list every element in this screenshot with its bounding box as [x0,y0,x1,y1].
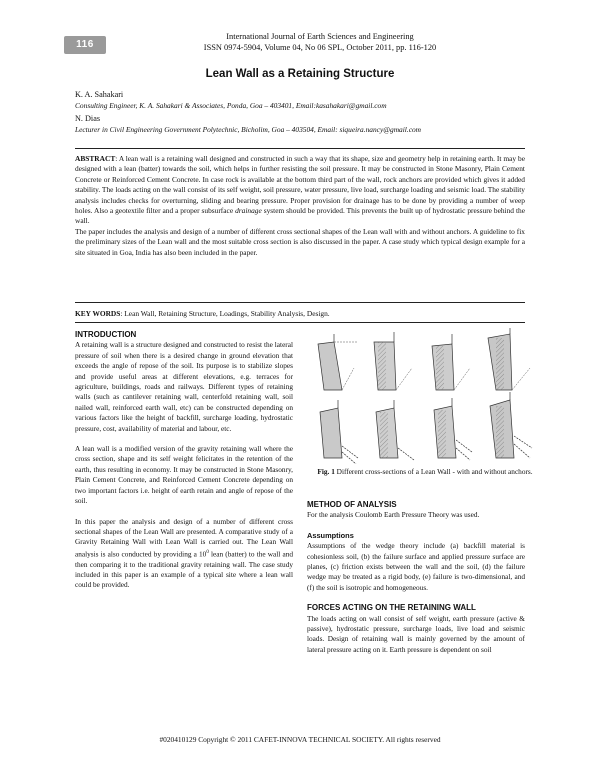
keywords-bottom-rule [75,322,525,323]
abstract-italic: drainage [235,206,262,216]
abstract-text-1: : A lean wall is a retaining wall designed and constructed in such a way that its shape, size and geometry help in retaining earth. It may be designed with a lean (batter) towards the soil, which helps in further resisting the soil pressure. It may be constructed in Stone Masonry, Plain Cement Concrete or Reinforced Cement Concrete. In case rock is available at the bottom third part of the wall, rock anchors are provided which gives it added stability. The loads acting on the wall consist of its self weight, soil pressure, water pressure, live load, surcharge loading and seismic load. The stability analysis includes checks for overturning, sliding and bearing pressure. Proper provision for drainage has to be done by providing a number of weep holes. Also a geotextile filter and a proper subsurface [75,154,525,216]
page-number-badge: 116 [64,36,106,54]
paper-title: Lean Wall as a Retaining Structure [205,68,395,80]
cross-section-1 [318,334,358,390]
assumptions-paragraph: Assumptions of the wedge theory include (a) backfill material is cohesionless soil, (b) the failure surface and applied pressure surface are planes, (c) friction exists between the wall and the soil, (d) the failure wedge may be treated as a rigid body, (e) failure is two-dimensional, and (f) the soil is isotropic and homogeneous. [307,541,525,592]
figure-1-cross-sections [312,328,537,464]
intro-paragraph-2: A lean wall is a modified version of the gravity retaining wall where the cross section, shape and its self weight felicitates in the retention of the earth, thus resulting in economy. It may be constructed in Stone Masonry, Plain Cement Concrete, and Reinforced Cement Concrete depending on two important factors i.e. height of earth retain and angle of repose of the soil. [75,444,293,506]
journal-name: International Journal of Earth Sciences and Engineering [226,32,414,41]
cross-section-4 [488,328,530,390]
intro-paragraph-3-b: lean (batter) to the wall and then comparing it to the traditional gravity retaining wall. The case study included in this paper is an example of a typical site where a lean wall could be provided. [75,549,293,590]
cross-section-5 [320,400,358,464]
abstract-text-1-end: system should be provided. This prevents the built up of hydrostatic pressure behind the wall. [75,206,525,226]
cross-section-8 [490,392,532,458]
assumptions-heading: Assumptions [307,530,354,540]
cross-section-6 [376,400,414,460]
keywords-label: KEY WORDS [75,309,121,318]
method-paragraph: For the analysis Coulomb Earth Pressure Theory was used. [307,510,480,520]
keywords-top-rule [75,302,525,303]
forces-heading: FORCES ACTING ON THE RETAINING WALL [307,603,476,613]
abstract-label: ABSTRACT [75,154,116,163]
author-affiliation-1: Consulting Engineer, K. A. Sahakari & Associates, Ponda, Goa – 403401, Email:kasahakari@gmail.com [75,101,387,110]
intro-paragraph-1: A retaining wall is a structure designed and constructed to resist the lateral pressure of soil when there is a desired change in ground elevation that exceeds the angle of repose of the soil. Its purpose is to stabilize slopes and provide useful areas at different elevations, e.g. terraces for agriculture, buildings, roads and railways. Different types of retaining walls (such as cantilever retaining wall, centerfold retaining wall, soil nailed wall, reinforced earth wall, etc) can be constructed depending on various factors like the height of backfill, surcharge loading, hydrostatic pressure, cost, availability of material and labour, etc. [75,340,293,433]
cross-section-3 [432,334,470,390]
author-name-1: K. A. Sahakari [75,90,124,99]
keywords [75,309,525,318]
forces-paragraph: The loads acting on wall consist of self weight, earth pressure (active & passive), hydrostatic pressure, surcharge loads, live load and seismic loads. Design of retaining wall is mainly governed by the amount of lateral pressure acting on it. Earth pressure is dependent on soil [307,613,525,654]
figure-caption [310,467,540,477]
figure-caption-text: Different cross-sections of a Lean Wall - with and without anchors. [336,467,533,476]
issn-line: ISSN 0974-5904, Volume 04, No 06 SPL, October 2011, pp. 116-120 [203,43,437,52]
degree-superscript: 0 [206,549,209,555]
page-footer: #020410129 Copyright © 2011 CAFET-INNOVA TECHNICAL SOCIETY. All rights reserved [159,735,441,744]
left-column [75,330,293,591]
author-affiliation-2: Lecturer in Civil Engineering Government Polytechnic, Bicholim, Goa – 403504, Email: siqueira.nancy@gmail.com [75,125,422,134]
cross-section-7 [434,398,472,460]
method-heading: METHOD OF ANALYSIS [307,500,397,509]
abstract-text-2: The paper includes the analysis and design of a number of different cross sectional shapes of the Lean wall with and without anchors. A guideline to fix the preliminary sizes of the Lean wall and the most suitable cross section is also discussed in the paper. A case study which typical design example for a site situated in Goa, India has also been included in the paper. [75,226,525,257]
keywords-text: : Lean Wall, Retaining Structure, Loadings, Stability Analysis, Design. [120,309,330,318]
intro-paragraph-3-a: In this paper the analysis and design of a number of different cross sectional shapes of the Lean Wall are presented. A comparative study of a Gravity Retaining Wall with Lean Wall is carried out. The Lean Wall analysis is also conducted by providing a 10 [75,516,293,559]
right-column [307,500,525,655]
introduction-heading: INTRODUCTION [75,330,137,339]
author-name-2: N. Dias [75,114,101,123]
intro-paragraph-3 [75,517,293,591]
figure-caption-label: Fig. 1 [317,467,335,476]
abstract-top-rule [75,148,525,149]
abstract [75,154,525,258]
cross-section-2 [374,332,412,390]
